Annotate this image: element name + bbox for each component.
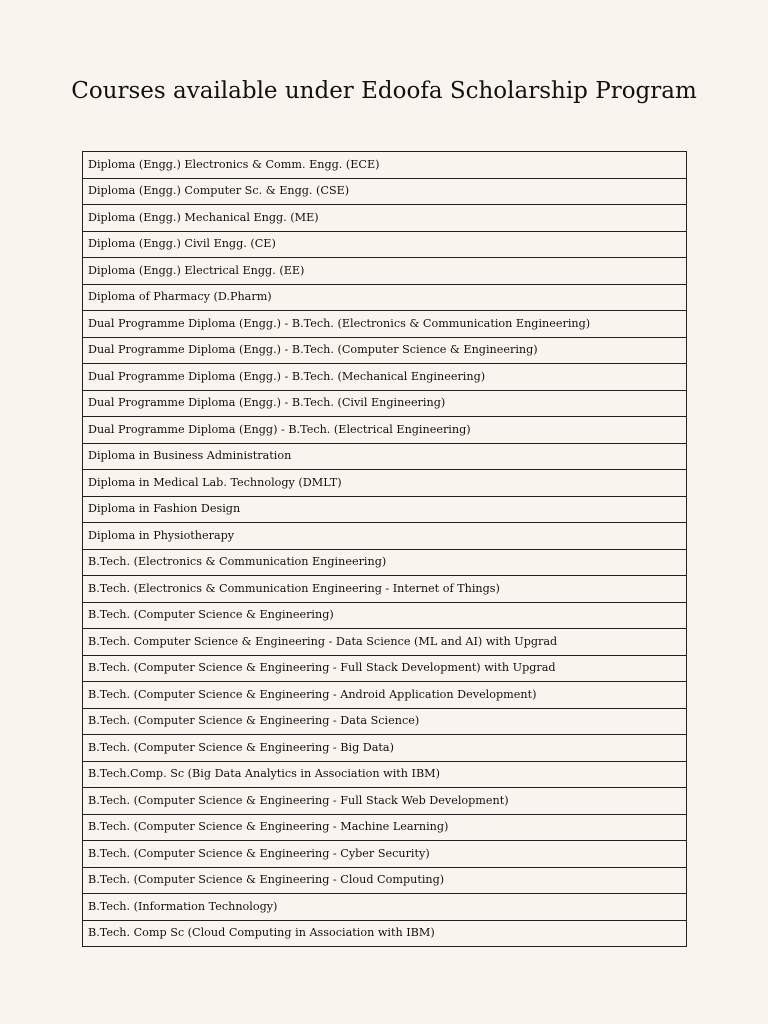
table-row [83,894,687,921]
course-cell: B.Tech. (Electronics & Communication Engineering - Internet of Things) [83,576,687,603]
page-title: Courses available under Edoofa Scholarship Program [71,78,697,104]
table-row [83,655,687,682]
table-row [83,417,687,444]
table-row [83,364,687,391]
course-cell: Dual Programme Diploma (Engg.) - B.Tech. (Electronics & Communication Engineering) [83,311,687,338]
course-cell: Diploma in Fashion Design [83,496,687,523]
table-row [83,152,687,179]
table-row [83,284,687,311]
table-row [83,258,687,285]
course-cell: B.Tech. (Computer Science & Engineering - Big Data) [83,735,687,762]
table-row [83,841,687,868]
table-row [83,576,687,603]
course-cell: B.Tech. (Computer Science & Engineering - Data Science) [83,708,687,735]
course-cell: Diploma (Engg.) Electronics & Comm. Engg. (ECE) [83,152,687,179]
table-row [83,470,687,497]
table-row [83,602,687,629]
table-row [83,390,687,417]
table-row [83,761,687,788]
course-cell: B.Tech. (Computer Science & Engineering - Full Stack Web Development) [83,788,687,815]
table-row [83,682,687,709]
course-cell: B.Tech. Computer Science & Engineering - Data Science (ML and AI) with Upgrad [83,629,687,656]
table-row [83,920,687,947]
course-cell: Diploma (Engg.) Civil Engg. (CE) [83,231,687,258]
table-row [83,735,687,762]
table-row [83,523,687,550]
course-cell: Diploma (Engg.) Electrical Engg. (EE) [83,258,687,285]
course-cell: B.Tech.Comp. Sc (Big Data Analytics in Association with IBM) [83,761,687,788]
course-cell: B.Tech. (Computer Science & Engineering - Cloud Computing) [83,867,687,894]
course-cell: Dual Programme Diploma (Engg.) - B.Tech. (Civil Engineering) [83,390,687,417]
course-cell: Diploma in Medical Lab. Technology (DMLT) [83,470,687,497]
table-row [83,867,687,894]
table-row [83,178,687,205]
course-cell: Diploma of Pharmacy (D.Pharm) [83,284,687,311]
course-cell: Dual Programme Diploma (Engg.) - B.Tech. (Mechanical Engineering) [83,364,687,391]
course-cell: Diploma in Physiotherapy [83,523,687,550]
course-cell: B.Tech. (Computer Science & Engineering - Machine Learning) [83,814,687,841]
course-cell: B.Tech. (Computer Science & Engineering) [83,602,687,629]
course-cell: B.Tech. (Computer Science & Engineering - Android Application Development) [83,682,687,709]
course-cell: B.Tech. (Information Technology) [83,894,687,921]
course-cell: B.Tech. (Computer Science & Engineering - Cyber Security) [83,841,687,868]
course-cell: Dual Programme Diploma (Engg) - B.Tech. (Electrical Engineering) [83,417,687,444]
table-row [83,708,687,735]
courses-table-body [83,152,687,947]
table-row [83,496,687,523]
course-cell: Diploma (Engg.) Computer Sc. & Engg. (CSE) [83,178,687,205]
course-cell: B.Tech. (Computer Science & Engineering - Full Stack Development) with Upgrad [83,655,687,682]
course-cell: B.Tech. Comp Sc (Cloud Computing in Association with IBM) [83,920,687,947]
course-cell: Dual Programme Diploma (Engg.) - B.Tech. (Computer Science & Engineering) [83,337,687,364]
table-row [83,311,687,338]
table-row [83,629,687,656]
table-row [83,231,687,258]
table-row [83,788,687,815]
table-row [83,337,687,364]
courses-table [82,151,687,947]
table-row [83,814,687,841]
table-row [83,205,687,232]
course-cell: B.Tech. (Electronics & Communication Engineering) [83,549,687,576]
table-row [83,549,687,576]
course-cell: Diploma (Engg.) Mechanical Engg. (ME) [83,205,687,232]
table-row [83,443,687,470]
course-cell: Diploma in Business Administration [83,443,687,470]
